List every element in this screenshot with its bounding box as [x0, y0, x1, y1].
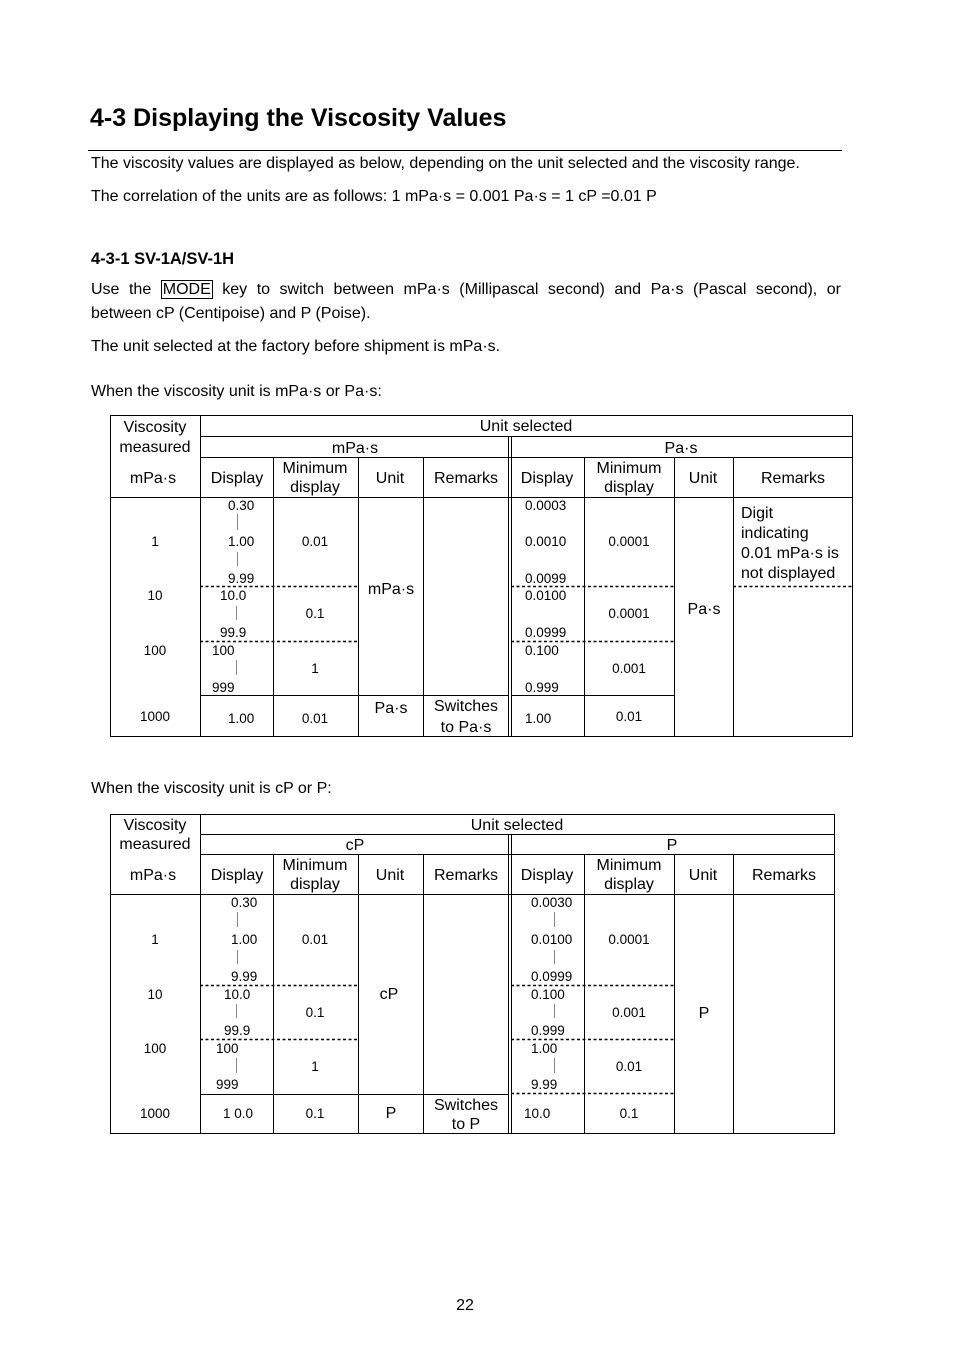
t1-left-unit-last: Pa·s [374, 700, 408, 717]
t1-right-display: 0.0099 [525, 571, 567, 586]
mode-paragraph-line-2: between cP (Centipoise) and P (Poise). [91, 305, 371, 322]
t1-right-display: 1.00 [525, 711, 552, 726]
t2-left-min: 0.1 [305, 1005, 325, 1020]
t2-right-display: 0.100 [531, 987, 565, 1002]
t2-measured-unit: mPa·s [129, 867, 177, 884]
mode-after-text: key to switch between mPa·s (Millipascal second) and Pa·s (Pascal second), or [212, 281, 842, 298]
t2-viscosity-label: Viscosity [123, 817, 187, 834]
t2-right-display: 0.0030 [531, 895, 573, 910]
t1-right-display: 0.999 [525, 680, 559, 695]
t1-measured-unit: mPa·s [129, 470, 177, 487]
table2-body [140, 895, 709, 1133]
t2-left-display: 1.00 [231, 932, 258, 947]
t2-measured-label: measured [119, 836, 191, 853]
t1-right-unit: Pa·s [687, 601, 721, 618]
table-mpas-pas [0, 410, 954, 740]
t1-right-remark: Digit [741, 505, 774, 522]
page-number: 22 [456, 1297, 474, 1314]
t1-left-min: 0.01 [301, 534, 329, 549]
t2-left-display: 9.99 [231, 969, 258, 984]
t2-right-min: 0.01 [615, 1059, 643, 1074]
mode-paragraph-line-1 [91, 278, 841, 302]
t2-right-display: 1.00 [531, 1041, 558, 1056]
t1-min-left-2: display [290, 479, 340, 496]
t2-unit-right: Unit [688, 867, 718, 884]
t1-right-min: 0.01 [615, 709, 643, 724]
t1-group-left: mPa·s [331, 440, 379, 457]
t2-min-right-1: Minimum [596, 857, 662, 874]
t1-left-min: 0.1 [305, 606, 325, 621]
t2-unit-selected: Unit selected [470, 817, 564, 834]
t1-left-display: 1.00 [228, 711, 255, 726]
t1-unit-selected: Unit selected [479, 418, 573, 435]
t1-measured-label: measured [119, 439, 191, 456]
t1-right-display: 0.0010 [525, 534, 567, 549]
t2-right-min: 0.0001 [608, 932, 650, 947]
t2-right-display: 0.0100 [531, 932, 573, 947]
t2-min-left-1: Minimum [282, 857, 348, 874]
t1-measured-1: 1 [151, 534, 159, 549]
t1-left-display: 10.0 [220, 588, 247, 603]
t2-unit-left: Unit [375, 867, 405, 884]
t1-left-remark-1: Switches [433, 698, 499, 715]
t2-display-left: Display [210, 867, 264, 884]
t2-left-min: 0.01 [301, 932, 329, 947]
t1-left-display: 1.00 [228, 534, 255, 549]
subsection-title: 4-3-1 SV-1A/SV-1H [91, 250, 235, 268]
t2-display-right: Display [520, 867, 574, 884]
section-title: 4-3 Displaying the Viscosity Values [90, 104, 507, 132]
table-cp-p [0, 810, 954, 1140]
t1-measured-100: 100 [143, 643, 167, 658]
t1-unit-right: Unit [688, 470, 718, 487]
mode-key-label: MODE [162, 281, 211, 298]
t2-remarks-left: Remarks [433, 867, 499, 884]
t2-measured-1: 1 [151, 932, 159, 947]
t2-left-remark-1: Switches [433, 1097, 499, 1114]
t1-left-remark-2: to Pa·s [440, 719, 492, 736]
t2-right-display: 10.0 [524, 1106, 551, 1121]
t2-left-display: 99.9 [224, 1023, 251, 1038]
t1-unit-left: Unit [375, 470, 405, 487]
t1-left-unit: mPa·s [367, 581, 415, 598]
t1-right-min: 0.0001 [608, 534, 650, 549]
t2-right-unit: P [698, 1005, 710, 1022]
t1-min-right-1: Minimum [596, 460, 662, 477]
t1-left-min: 1 [311, 661, 319, 676]
t2-left-min: 0.1 [305, 1106, 325, 1121]
t1-left-display: 0.30 [228, 498, 255, 513]
mode-before-text: Use the [91, 281, 161, 298]
t1-display-right: Display [520, 470, 574, 487]
t2-measured-1000: 1000 [139, 1106, 171, 1121]
t2-left-display: 999 [216, 1077, 239, 1092]
t1-right-display: 0.0999 [525, 625, 567, 640]
t1-left-display: 999 [212, 680, 235, 695]
t1-viscosity-label: Viscosity [123, 419, 187, 436]
t1-left-display: 100 [212, 643, 235, 658]
t2-right-display: 0.0999 [531, 969, 573, 984]
t2-remarks-right: Remarks [751, 867, 817, 884]
table1-caption: When the viscosity unit is mPa·s or Pa·s: [91, 383, 382, 400]
t1-measured-10: 10 [147, 588, 163, 603]
t1-left-display: 99.9 [220, 625, 247, 640]
t2-left-unit: cP [379, 986, 399, 1003]
t1-display-left: Display [210, 470, 264, 487]
unit-correlation-paragraph: The correlation of the units are as follows: 1 mPa·s = 0.001 Pa·s = 1 cP =0.01 P [91, 188, 657, 205]
t1-right-remark: indicating [741, 525, 809, 542]
t2-measured-100: 100 [143, 1041, 167, 1056]
title-rule [88, 150, 842, 151]
t1-remarks-left: Remarks [433, 470, 499, 487]
t1-min-right-2: display [604, 479, 654, 496]
mode-key-paragraph [91, 278, 841, 326]
t1-right-remark: 0.01 mPa·s is [741, 545, 839, 562]
t1-right-display: 0.100 [525, 643, 559, 658]
t2-right-display: 0.999 [531, 1023, 565, 1038]
intro-paragraph: The viscosity values are displayed as below, depending on the unit selected and the viscosity range. [91, 155, 800, 172]
t2-left-remark-2: to P [451, 1116, 481, 1133]
t1-group-right: Pa·s [664, 440, 698, 457]
t1-right-min: 0.0001 [608, 606, 650, 621]
t1-right-display: 0.0003 [525, 498, 567, 513]
t2-min-left-2: display [290, 876, 340, 893]
t2-group-left: cP [345, 837, 365, 854]
t1-left-display: 9.99 [228, 571, 255, 586]
t1-measured-1000: 1000 [139, 709, 171, 724]
t2-right-min: 0.001 [612, 1005, 646, 1020]
t2-measured-10: 10 [147, 987, 163, 1002]
t1-right-remark: not displayed [741, 565, 836, 582]
t1-min-left-1: Minimum [282, 460, 348, 477]
t2-group-right: P [666, 837, 678, 854]
t1-right-min: 0.001 [612, 661, 646, 676]
t2-left-unit-last: P [385, 1105, 397, 1122]
t2-left-min: 1 [311, 1059, 319, 1074]
t2-min-right-2: display [604, 876, 654, 893]
t1-remarks-right: Remarks [760, 470, 826, 487]
table2-caption: When the viscosity unit is cP or P: [91, 780, 332, 797]
t2-right-min: 0.1 [619, 1106, 639, 1121]
t1-right-display: 0.0100 [525, 588, 567, 603]
t2-left-display: 100 [216, 1041, 239, 1056]
t2-left-display: 1 0.0 [223, 1106, 254, 1121]
t2-left-display: 10.0 [224, 987, 251, 1002]
factory-setting-paragraph: The unit selected at the factory before shipment is mPa·s. [91, 338, 501, 355]
t2-right-display: 9.99 [531, 1077, 558, 1092]
t2-left-display: 0.30 [231, 895, 258, 910]
t1-left-min: 0.01 [301, 711, 329, 726]
